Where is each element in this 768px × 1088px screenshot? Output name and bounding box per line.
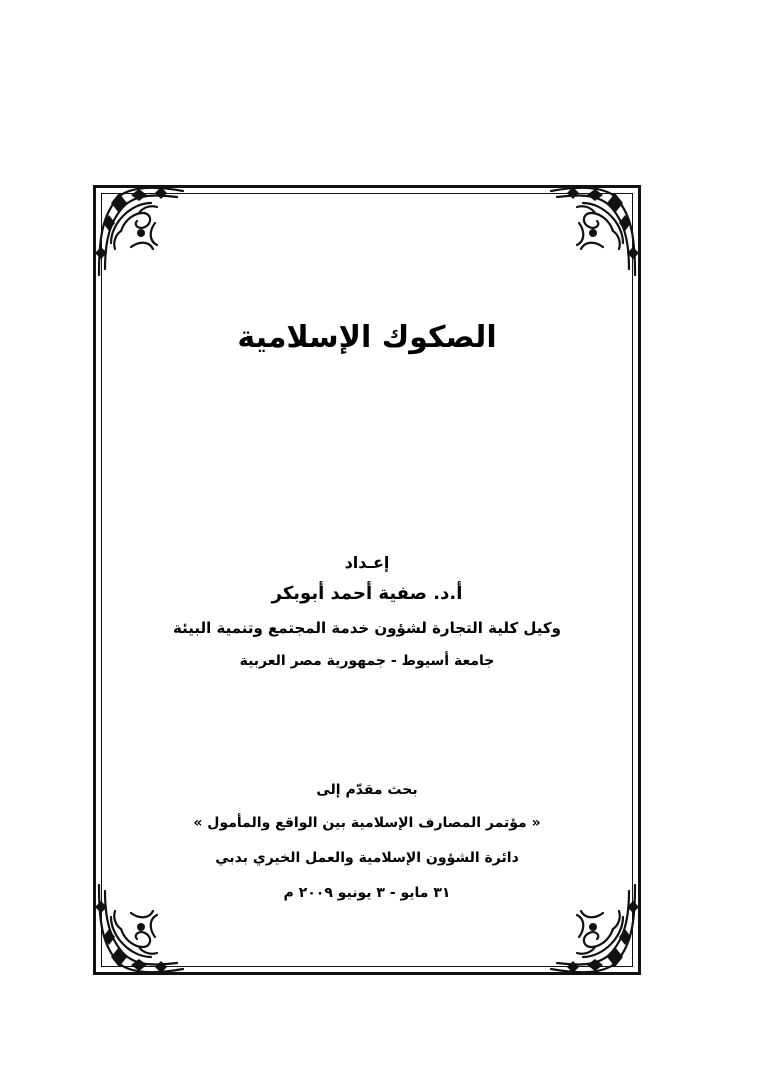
conference-date: ٣١ مايو - ٣ يونيو ٢٠٠٩ م: [283, 885, 451, 901]
document-title: الصكوك الإسلامية: [237, 320, 497, 355]
prepared-by-label: إعـداد: [344, 553, 390, 572]
cover-content: [93, 185, 641, 975]
presented-to-label: بحث مقدّم إلى: [316, 782, 418, 798]
decorative-frame: [93, 185, 641, 975]
author-name: أ.د. صفية أحمد أبوبكر: [271, 583, 463, 604]
author-role: وكيل كلية التجارة لشؤون خدمة المجتمع وتنمية البيئة: [173, 619, 561, 637]
author-university: جامعة أسيوط - جمهورية مصر العربية: [239, 653, 495, 669]
conference-name: « مؤتمر المصارف الإسلامية بين الواقع والمأمول »: [193, 815, 541, 831]
organizing-department: دائرة الشؤون الإسلامية والعمل الخيري بدبي: [215, 850, 519, 866]
